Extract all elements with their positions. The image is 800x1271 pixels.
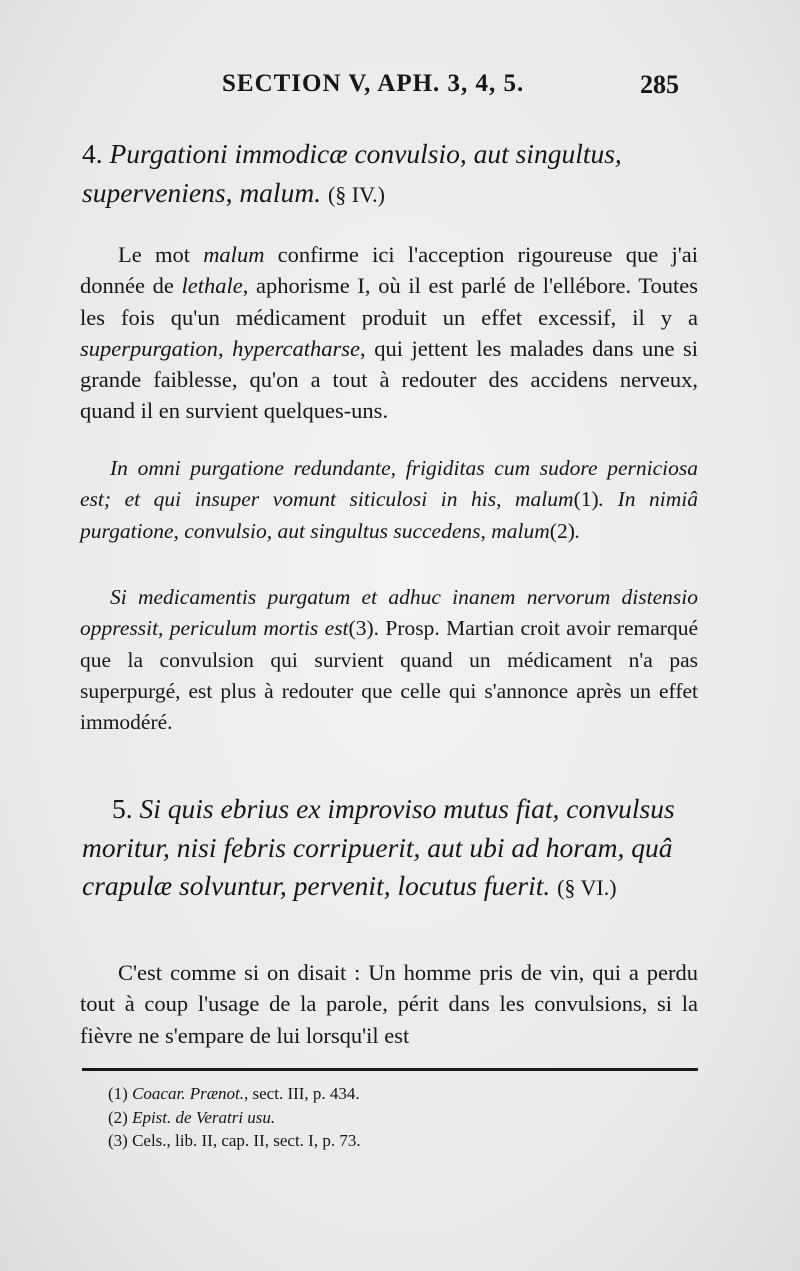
- aphorism-number: 5.: [112, 793, 133, 824]
- latin-quotation-2: Si medicamentis purgatum et adhuc inanem nervorum distensio oppressit, periculum mortis est(3). Prosp. Martian croit avoir remarqué que la convulsion qui survient quand un médicament n'a pas superpurgé, est plus à redouter que celle qui s'annonce après un effet immodéré.: [80, 585, 698, 735]
- footnote-2: (2) Epist. de Veratri usu.: [108, 1107, 276, 1127]
- footnotes: [108, 1082, 668, 1153]
- footnote-ref: (3): [348, 616, 374, 641]
- aphorism-4: [82, 135, 700, 214]
- commentary-paragraph-1: Le mot malum confirme ici l'acception rigoureuse que j'ai donnée de lethale, aphorisme I, où il est parlé de l'ellébore. Toutes les fois qu'un médicament produit un effet excessif, il y a superpurgation, hypercatharse, qui jettent les malades dans une si grande faiblesse, qu'on a tout à redouter des accidens nerveux, quand il en survient quelques-uns.: [80, 242, 698, 424]
- running-head: SECTION V, APH. 3, 4, 5.: [222, 70, 525, 97]
- footnote-ref: (1): [573, 487, 599, 512]
- aphorism-reference: (§ IV.): [327, 181, 385, 207]
- footnote-divider: [82, 1068, 698, 1071]
- aphorism-reference: (§ VI.): [557, 875, 617, 900]
- commentary-paragraph-2: C'est comme si on disait : Un homme pris de vin, qui a perdu tout à coup l'usage de la parole, périt dans les convulsions, si la fièvre ne s'empare de lui lorsqu'il est: [80, 960, 698, 1048]
- latin-quotation-1: In omni purgatione redundante, frigiditas cum sudore perniciosa est; et qui insuper vomunt siticulosi in his, malum(1). In nimiâ purgatione, convulsio, aut singultus succedens, malum(2).: [80, 456, 698, 543]
- page-number: 285: [640, 70, 679, 99]
- page-header: [0, 70, 800, 110]
- aphorism-text: Si quis ebrius ex improviso mutus fiat, convulsus moritur, nisi febris corripuerit, aut ubi ad horam, quâ crapulæ solvuntur, pervenit, locutus fuerit.: [82, 793, 675, 901]
- aphorism-number: 4.: [82, 138, 103, 169]
- footnote-3: (3) Cels., lib. II, cap. II, sect. I, p. 73.: [108, 1131, 361, 1150]
- aphorism-text: Purgationi immodicæ convulsio, aut singultus, superveniens, malum.: [82, 138, 622, 208]
- aphorism-5: [82, 790, 700, 908]
- footnote-ref: (2): [549, 518, 575, 543]
- footnote-1: (1) Coacar. Prænot., sect. III, p. 434.: [108, 1084, 360, 1103]
